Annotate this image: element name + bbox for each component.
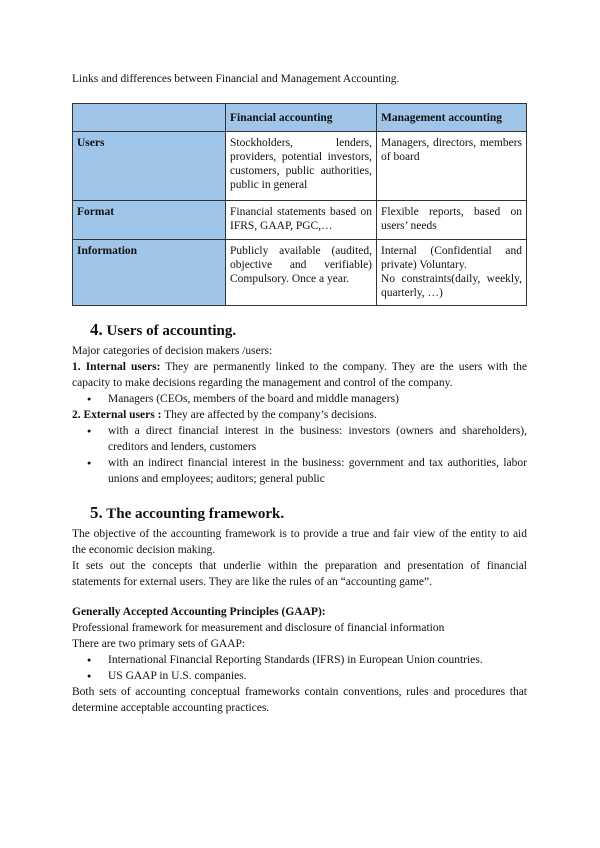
list-item: ● with an indirect financial interest in the business: government and tax authorities, labor unions and employees; auditors; general public [108,455,527,487]
table-row [73,240,527,306]
section-number: 4. [90,320,103,339]
list-item: ● Managers (CEOs, members of the board and middle managers) [108,391,527,407]
bullet-list [72,423,527,487]
paragraph: It sets out the concepts that underlie within the preparation and presentation of financial statements for external users. They are like the rules of an “accounting game”. [72,560,527,588]
table-header-row [73,104,527,132]
bullet-list [72,391,527,407]
external-users-text: They are affected by the company’s decisions. [161,409,377,421]
section-4-heading [90,320,527,341]
internal-users-label: 1. Internal users: [72,361,161,373]
comparison-table [72,103,527,306]
list-item: ● International Financial Reporting Standards (IFRS) in European Union countries. [108,652,527,668]
row-label: Information [73,240,226,306]
paragraph: Professional framework for measurement and disclosure of financial information [72,622,445,634]
header-cell-financial: Financial accounting [226,104,377,132]
paragraph [72,359,527,391]
section-title: Users of accounting. [106,323,237,339]
management-cell [377,240,527,306]
section-title: The accounting framework. [106,506,285,522]
row-label: Format [73,201,226,240]
management-cell: Flexible reports, based on users’ needs [377,201,527,240]
management-line: No constraints(daily, weekly, quarterly, …) [381,273,522,299]
table-row [73,132,527,201]
section-number: 5. [90,503,103,522]
internal-users-text: They are permanently linked to the company. They are the users with the capacity to make decisions regarding the management and control of the company. [72,361,527,389]
bullet-list [72,652,527,684]
section-5-heading [90,503,527,524]
header-cell-management: Management accounting [377,104,527,132]
table-row [73,201,527,240]
paragraph: The objective of the accounting framework is to provide a true and fair view of the entity to aid the economic decision making. [72,528,527,556]
management-line: Internal (Confidential and private) Voluntary. [381,245,522,271]
financial-cell: Stockholders, lenders, providers, potential investors, customers, public authorities, public in general [226,132,377,201]
paragraph: Both sets of accounting conceptual frameworks contain conventions, rules and procedures that determine acceptable accounting practices. [72,686,527,714]
paragraph [72,407,527,423]
list-item: ● with a direct financial interest in the business: investors (owners and shareholders), creditors and lenders, customers [108,423,527,455]
gaap-heading-text: Generally Accepted Accounting Principles (GAAP): [72,606,326,618]
management-cell: Managers, directors, members of board [377,132,527,201]
financial-cell: Publicly available (audited, objective and verifiable) Compulsory. Once a year. [226,240,377,306]
financial-cell: Financial statements based on IFRS, GAAP, PGC,… [226,201,377,240]
paragraph: There are two primary sets of GAAP: [72,638,246,650]
document-body [72,320,527,716]
paragraph: Major categories of decision makers /users: [72,345,273,357]
gaap-heading [72,604,527,620]
header-cell-empty [73,104,226,132]
external-users-label: 2. External users : [72,409,162,421]
list-item: ● US GAAP in U.S. companies. [108,668,527,684]
document-title: Links and differences between Financial and Management Accounting. [72,73,400,85]
row-label: Users [73,132,226,201]
